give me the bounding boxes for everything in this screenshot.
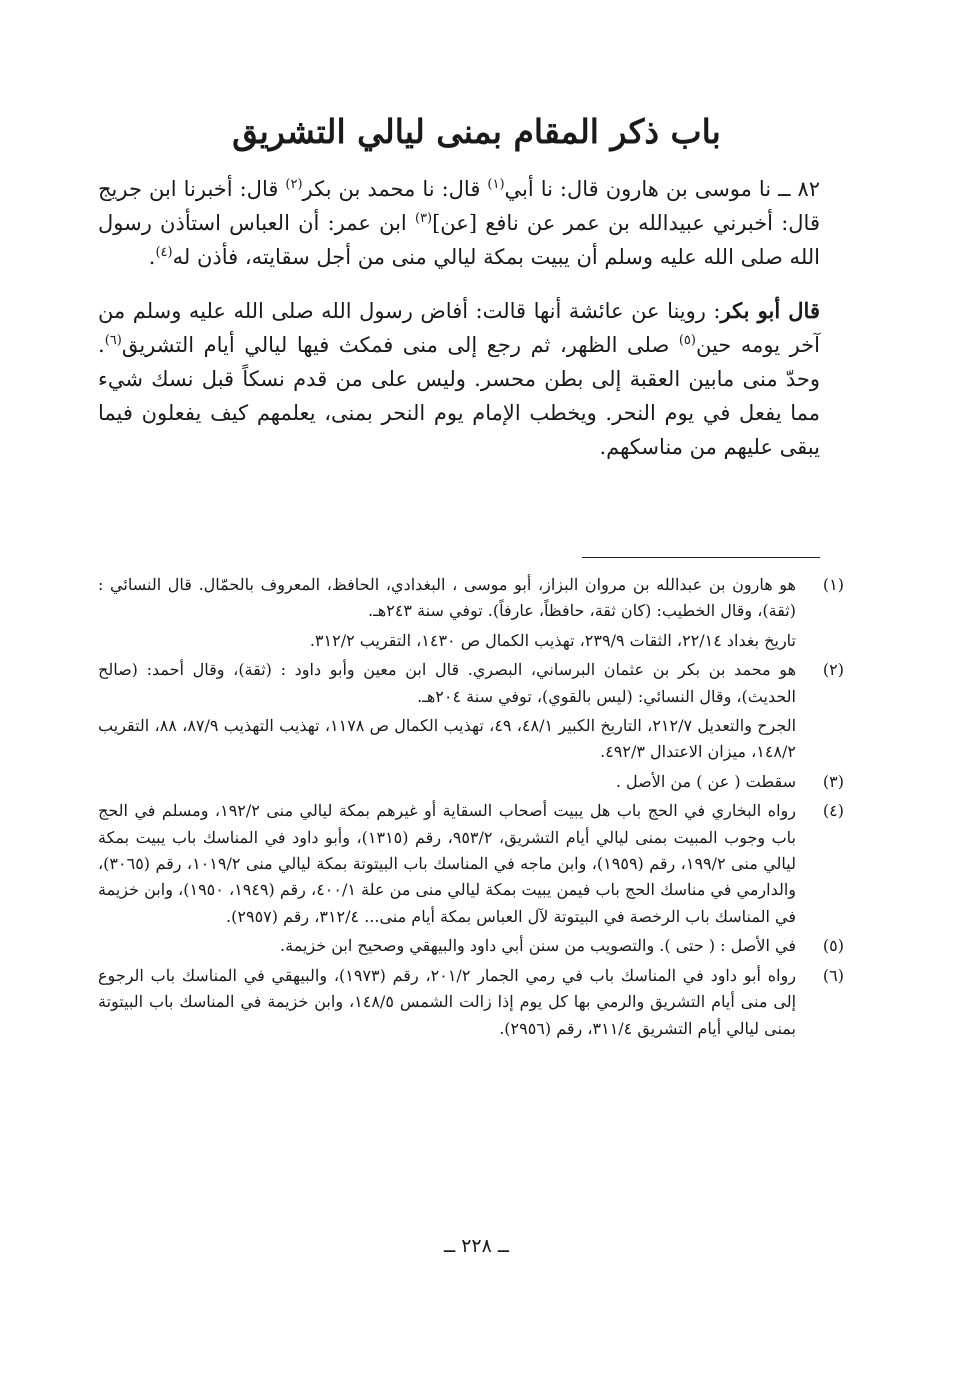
- commentary-text: : روينا عن عائشة أنها قالت: أفاض رسول الله صلى الله عليه وسلم من آخر يومه حين: [98, 299, 820, 357]
- commentary-paragraph: [98, 294, 820, 464]
- footnote-ref-1: (١): [487, 177, 505, 192]
- footnote-sources: تاريخ بغداد ٢٢/١٤، الثقات ٢٣٩/٩، تهذيب الكمال ص ١٤٣٠، التقريب ٣١٢/٢.: [309, 630, 796, 650]
- hadith-text: قال: نا محمد بن بكر: [302, 177, 488, 201]
- footnotes: [98, 572, 844, 1045]
- footnote-separator: [582, 557, 820, 558]
- footnote-number: (٤): [822, 801, 844, 821]
- commentary-text: صلى الظهر، ثم رجع إلى منى فمكث فيها ليالي أيام التشريق: [121, 333, 679, 357]
- hadith-paragraph-1: [98, 172, 820, 274]
- hadith-text: .: [148, 245, 156, 269]
- hadith-body: [98, 172, 820, 464]
- commentary-lead: قال أبو بكر: [720, 298, 820, 323]
- footnote-6: [98, 963, 844, 1042]
- footnote-number: (٥): [822, 936, 844, 956]
- footnote-2: [98, 657, 844, 766]
- commentary-text: . وحدّ منى مابين العقبة إلى بطن محسر. وليس على من قدم نسكاً قبل نسك شيء مما يفعل في يوم النحر. ويخطب الإمام يوم النحر بمنى، يعلمهم كيف يفعلون فيما يبقى عليهم من مناسكهم.: [98, 333, 820, 459]
- footnote-5: [98, 933, 844, 959]
- footnote-ref-3: (٣): [414, 211, 433, 226]
- footnote-sources: الجرح والتعديل ٢١٢/٧، التاريخ الكبير ٤٨/١، ٤٩، تهذيب الكمال ص ١١٧٨، تهذيب التهذيب ٨٧/٩، ٨٨، التقريب ١٤٨/٢، ميزان الاعتدال ٤٩٢/٣.: [98, 716, 797, 762]
- footnote-ref-6: (٦): [104, 333, 122, 348]
- footnote-3: [98, 769, 844, 795]
- footnote-text: هو هارون بن عبدالله بن مروان البزاز، أبو موسى ، البغدادي، الحافظ، المعروف بالحمّال. قال النسائي : (ثقة)، وقال الخطيب: (كان ثقة، حافظاً، عارفاً). توفي سنة ٢٤٣هـ.: [98, 575, 796, 621]
- footnote-1: [98, 572, 844, 654]
- footnote-4: [98, 798, 844, 930]
- chapter-title: باب ذكر المقام بمنى ليالي التشريق: [232, 112, 721, 151]
- footnote-ref-2: (٢): [285, 177, 303, 192]
- hadith-text: قال: أخبرنا ابن جريج قال: أخبرني عبيدالله بن عمر عن نافع [عن]: [98, 177, 820, 235]
- footnote-ref-4: (٤): [155, 245, 173, 260]
- footnote-number: (٦): [822, 965, 844, 985]
- footnote-text: هو محمد بن بكر بن عثمان البرساني، البصري. قال ابن معين وأبو داود : (ثقة)، وقال أحمد: (صالح الحديث)، وقال النسائي: (ليس بالقوي)، توفي سنة ٢٠٤هـ.: [98, 660, 796, 706]
- hadith-text: ٨٢ ــ نا موسى بن هارون قال: نا أبي: [504, 177, 821, 201]
- footnote-text: رواه البخاري في الحج باب هل يبيت أصحاب السقاية أو غيرهم بمكة ليالي منى ١٩٢/٢، ومسلم في الحج باب وجوب المبيت بمنى ليالي أيام التشريق، ٩٥٣/٢، رقم (١٣١٥)، وأبو داود في المناسك باب يبيت بمكة ليالي منى ١٩٩/٢، رقم (١٩٥٩)، وابن ماجه في المناسك باب البيتوتة بمكة ليالي منى ١٠١٩/٢، رقم (٣٠٦٥)، والدارمي في مناسك الحج باب فيمن يبيت بمكة ليالي منى من علة ٤٠٠/١، رقم (١٩٤٩، ١٩٥٠)، وابن خزيمة في المناسك باب الرخصة في البيتوتة لآل العباس بمكة أيام منى... ٣١٢/٤، رقم (٢٩٥٧).: [98, 801, 797, 926]
- footnote-text: سقطت ( عن ) من الأصل .: [615, 771, 796, 791]
- footnote-text: رواه أبو داود في المناسك باب في رمي الجمار ٢٠١/٢، رقم (١٩٧٣)، والبيهقي في المناسك باب الرجوع إلى منى أيام التشريق والرمي بها كل يوم إذا زالت الشمس ١٤٨/٥، وابن خزيمة في المناسك باب البيتوتة بمنى ليالي أيام التشريق ٣١١/٤، رقم (٢٩٥٦).: [98, 965, 797, 1038]
- footnote-text: في الأصل : ( حتى ). والتصويب من سنن أبي داود والبيهقي وصحيح ابن خزيمة.: [280, 936, 796, 956]
- page-number: ــ ٢٢٨ ــ: [444, 1235, 509, 1257]
- footnote-ref-5: (٥): [678, 333, 696, 348]
- hadith-text: ابن عمر: أن العباس استأذن رسول الله صلى الله عليه وسلم أن يبيت بمكة ليالي منى من أجل سقايته، فأذن له: [98, 211, 820, 269]
- footnote-number: (٣): [822, 771, 844, 791]
- footnote-number: (٢): [822, 660, 844, 680]
- footnote-number: (١): [822, 575, 844, 594]
